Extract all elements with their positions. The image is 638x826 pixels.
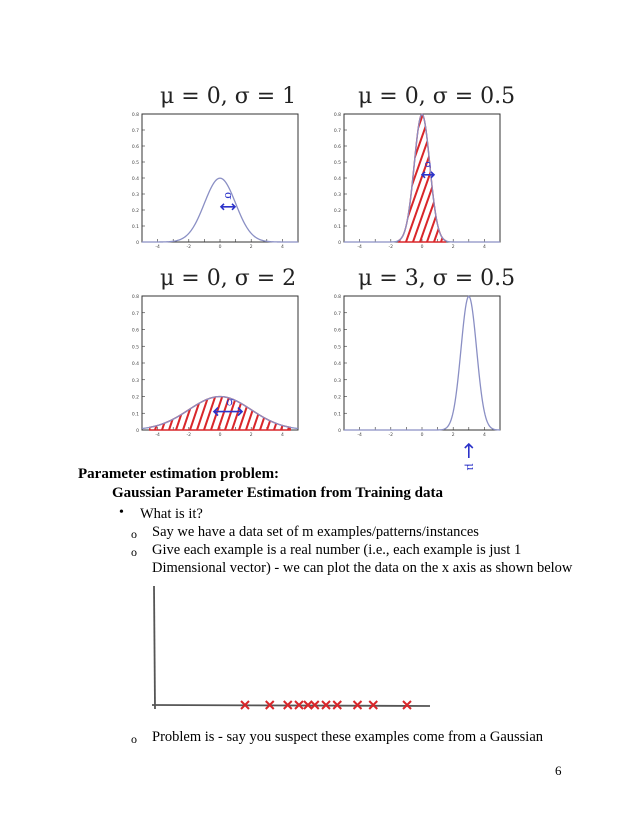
hatch-stroke bbox=[169, 296, 214, 430]
sigma-mark: σ bbox=[422, 161, 433, 169]
gaussian-curve bbox=[344, 296, 500, 430]
vertical-axis bbox=[154, 586, 155, 709]
plot-frame bbox=[142, 296, 298, 430]
heading-parameter-estimation: Parameter estimation problem: bbox=[78, 466, 280, 482]
x-tick-label: 2 bbox=[249, 245, 253, 250]
x-tick-label: 2 bbox=[451, 433, 455, 438]
y-tick-label: 0.8 bbox=[333, 295, 341, 300]
y-tick-label: 0.2 bbox=[333, 395, 341, 401]
hatch-stroke bbox=[343, 114, 388, 242]
y-tick-label: 0.8 bbox=[131, 295, 139, 300]
x-tick-label: 4 bbox=[482, 433, 486, 438]
hatch-stroke bbox=[525, 114, 570, 242]
y-tick-label: 0.1 bbox=[333, 225, 341, 230]
hatch-stroke bbox=[176, 296, 221, 430]
hatch-stroke bbox=[197, 296, 242, 430]
hatch-stroke bbox=[246, 296, 291, 430]
y-tick-label: 0.7 bbox=[333, 129, 341, 134]
x-tick-label: 0 bbox=[420, 245, 424, 250]
y-tick-label: 0.5 bbox=[333, 345, 341, 351]
hatch-stroke bbox=[57, 296, 102, 430]
hatch-stroke bbox=[92, 296, 137, 430]
hatch-stroke bbox=[434, 114, 479, 242]
y-tick-label: 0.7 bbox=[131, 311, 139, 317]
panel-title-3: μ = 0, σ = 2 bbox=[160, 266, 297, 291]
mu-mark: μ bbox=[463, 463, 477, 471]
hatch-stroke bbox=[239, 296, 284, 430]
hatch-stroke bbox=[204, 296, 249, 430]
hatch-stroke bbox=[518, 114, 563, 242]
y-tick-label: 0.4 bbox=[131, 362, 139, 367]
sigma-mark: σ bbox=[226, 395, 234, 409]
bullet-dot: • bbox=[119, 505, 124, 520]
y-tick-label: 0.5 bbox=[131, 345, 139, 351]
gaussian-plot-mu0-sigma2 bbox=[124, 292, 302, 438]
hatch-stroke bbox=[71, 296, 116, 430]
hatch-stroke bbox=[392, 114, 437, 242]
mu-arrow bbox=[465, 444, 473, 458]
hatch-stroke bbox=[0, 296, 4, 430]
y-tick-label: 0.3 bbox=[131, 378, 139, 384]
hatch-stroke bbox=[267, 296, 312, 430]
sigma-arrow bbox=[221, 204, 235, 210]
x-tick-label: 4 bbox=[482, 245, 486, 250]
sub-bullet-1-text: Say we have a data set of m examples/patterns/instances bbox=[152, 524, 479, 540]
hatch-stroke bbox=[225, 296, 270, 430]
hatch-stroke bbox=[1, 296, 46, 430]
hatch-stroke bbox=[22, 296, 67, 430]
hatch-stroke bbox=[0, 296, 39, 430]
y-tick-label: 0.6 bbox=[333, 328, 341, 334]
y-tick-label: 0.7 bbox=[131, 129, 139, 134]
x-tick-label: -4 bbox=[357, 433, 362, 438]
hatch-stroke bbox=[64, 296, 109, 430]
x-tick-label: -2 bbox=[388, 433, 394, 438]
gaussian-plot-mu0-sigma1 bbox=[124, 110, 302, 250]
hatch-stroke bbox=[232, 296, 277, 430]
hatch-stroke bbox=[371, 114, 416, 242]
hatch-stroke bbox=[50, 296, 95, 430]
y-tick-label: 0.4 bbox=[333, 177, 341, 182]
horizontal-axis bbox=[152, 705, 430, 706]
hatch-stroke bbox=[455, 114, 500, 242]
x-tick-label: 0 bbox=[420, 433, 424, 438]
hatch-stroke bbox=[497, 114, 542, 242]
data-points-sketch bbox=[140, 580, 440, 720]
y-tick-label: 0 bbox=[338, 241, 341, 246]
page-number: 6 bbox=[555, 763, 562, 778]
y-tick-label: 0 bbox=[136, 241, 139, 246]
red-hatching bbox=[0, 296, 368, 430]
y-tick-label: 0.2 bbox=[333, 209, 341, 214]
hatch-stroke bbox=[476, 114, 521, 242]
y-tick-label: 0.4 bbox=[333, 362, 341, 367]
hatch-stroke bbox=[43, 296, 88, 430]
hatch-stroke bbox=[364, 114, 409, 242]
hatch-stroke bbox=[490, 114, 535, 242]
x-tick-label: -4 bbox=[155, 433, 160, 438]
hatch-stroke bbox=[36, 296, 81, 430]
y-tick-label: 0.1 bbox=[333, 412, 341, 418]
y-tick-label: 0.5 bbox=[333, 161, 341, 166]
x-tick-label: -4 bbox=[357, 245, 362, 250]
hatch-stroke bbox=[441, 114, 486, 242]
y-tick-label: 0.8 bbox=[131, 113, 139, 118]
hatch-stroke bbox=[448, 114, 493, 242]
hatch-stroke bbox=[333, 113, 381, 242]
gaussian-plot-mu3-sigma05 bbox=[326, 292, 504, 471]
panel-title-1: μ = 0, σ = 1 bbox=[160, 84, 297, 109]
y-tick-label: 0.2 bbox=[131, 395, 139, 401]
x-tick-label: 4 bbox=[280, 433, 284, 438]
hatch-stroke bbox=[281, 296, 326, 430]
hatch-stroke bbox=[141, 296, 186, 430]
hatch-stroke bbox=[274, 296, 319, 430]
x-tick-label: -2 bbox=[388, 245, 394, 250]
gaussian-curve bbox=[142, 178, 298, 242]
y-tick-label: 0 bbox=[136, 429, 139, 434]
sub-bullet-3-marker: o bbox=[131, 732, 137, 746]
hatch-stroke bbox=[0, 296, 25, 430]
hatch-stroke bbox=[78, 296, 123, 430]
panel-title-4: μ = 3, σ = 0.5 bbox=[358, 266, 516, 291]
sub-bullet-3-text: Problem is - say you suspect these examples come from a Gaussian bbox=[152, 729, 544, 745]
x-tick-label: 2 bbox=[249, 433, 253, 438]
y-tick-label: 0.6 bbox=[131, 328, 139, 334]
y-tick-label: 0.3 bbox=[333, 193, 341, 198]
hatch-stroke bbox=[8, 296, 53, 430]
x-tick-label: 0 bbox=[218, 245, 222, 250]
hatch-stroke bbox=[211, 296, 256, 430]
hatch-stroke bbox=[483, 114, 528, 242]
hatch-stroke bbox=[427, 114, 472, 242]
y-tick-label: 0.4 bbox=[131, 177, 139, 182]
x-tick-label: 4 bbox=[280, 245, 284, 250]
x-tick-label: -4 bbox=[155, 245, 160, 250]
hatch-stroke bbox=[0, 296, 18, 430]
y-tick-label: 0 bbox=[338, 429, 341, 434]
hatch-stroke bbox=[378, 114, 423, 242]
bullet-what-is-it: What is it? bbox=[140, 506, 203, 522]
x-tick-label: 2 bbox=[451, 245, 455, 250]
x-tick-label: 0 bbox=[218, 433, 222, 438]
hatch-stroke bbox=[504, 114, 549, 242]
y-tick-label: 0.3 bbox=[131, 193, 139, 198]
sub-bullet-2-line1: Give each example is a real number (i.e., each example is just 1 bbox=[152, 542, 522, 558]
hatch-stroke bbox=[350, 114, 395, 242]
data-point-cross bbox=[403, 701, 411, 709]
sub-bullet-2-line2: Dimensional vector) - we can plot the data on the x axis as shown below bbox=[152, 560, 573, 576]
y-tick-label: 0.2 bbox=[131, 209, 139, 214]
hatch-stroke bbox=[148, 296, 193, 430]
hatch-stroke bbox=[511, 114, 556, 242]
hatch-stroke bbox=[15, 296, 60, 430]
panel-title-2: μ = 0, σ = 0.5 bbox=[358, 84, 516, 109]
hatch-stroke bbox=[0, 296, 32, 430]
y-tick-label: 0.5 bbox=[131, 161, 139, 166]
hatch-stroke bbox=[85, 296, 130, 430]
plot-frame bbox=[344, 296, 500, 430]
sub-bullet-2-marker: o bbox=[131, 545, 137, 559]
hatch-stroke bbox=[413, 114, 458, 242]
y-tick-label: 0.3 bbox=[333, 378, 341, 384]
hatch-stroke bbox=[131, 295, 179, 430]
y-tick-label: 0.8 bbox=[333, 113, 341, 118]
y-tick-label: 0.6 bbox=[131, 145, 139, 150]
hatch-stroke bbox=[469, 114, 514, 242]
hatch-stroke bbox=[155, 296, 200, 430]
hatch-stroke bbox=[162, 296, 207, 430]
hatch-stroke bbox=[253, 296, 298, 430]
y-tick-label: 0.1 bbox=[131, 225, 139, 230]
y-tick-label: 0.7 bbox=[333, 311, 341, 317]
sigma-mark: σ bbox=[222, 192, 235, 200]
hatch-stroke bbox=[190, 296, 235, 430]
gaussian-plot-mu0-sigma05 bbox=[326, 110, 504, 250]
hatch-stroke bbox=[357, 114, 402, 242]
y-tick-label: 0.6 bbox=[333, 145, 341, 150]
heading-gaussian-estimation: Gaussian Parameter Estimation from Training data bbox=[112, 485, 443, 501]
hatch-stroke bbox=[0, 296, 11, 430]
sub-bullet-1-marker: o bbox=[131, 527, 137, 541]
x-tick-label: -2 bbox=[186, 433, 192, 438]
hatch-stroke bbox=[29, 296, 74, 430]
x-tick-label: -2 bbox=[186, 245, 192, 250]
y-tick-label: 0.1 bbox=[131, 412, 139, 418]
